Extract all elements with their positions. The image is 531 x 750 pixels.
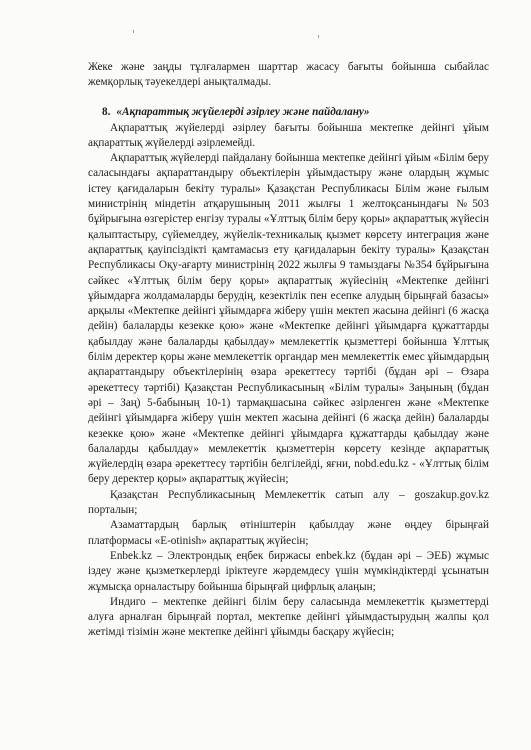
body-paragraph-6: Индиго – мектепке дейінгі білім беру саласында мемлекеттік қызметтерді алуға арналған бірыңғай портал, мектепке дейінгі ұйымдастырудың жалпы қол жетімді тізімін және мектепке дейінгі ұйымды басқару жүйесін; bbox=[88, 595, 489, 639]
body-paragraph-3: Қазақстан Республикасының Мемлекеттік сатып алу – goszakup.gov.kz порталын; bbox=[88, 488, 489, 517]
body-paragraph-5: Enbek.kz – Электрондық еңбек биржасы enbek.kz (бұдан әрі – ЭЕБ) жұмыс іздеу және қызметкерлерді іріктеуге жәрдемдесу үшін мүмкіндіктерді ұсынатын жұмысқа орналастыру бойынша бірыңғай цифрлық алаңын; bbox=[88, 549, 489, 593]
scan-speck bbox=[133, 30, 134, 33]
intro-paragraph: Жеке және заңды тұлғалармен шарттар жасасу бағыты бойынша сыбайлас жемқорлық тәуекелдері анықталмады. bbox=[88, 61, 489, 89]
scan-speck bbox=[318, 35, 319, 38]
body-paragraph-4: Азаматтардың барлық өтініштерін қабылдау және өңдеу бірыңғай платформасы «E-otinish» ақпараттық жүйесін; bbox=[88, 519, 489, 547]
section-title: «Ақпараттық жүйелерді әзірлеу және пайдалану» bbox=[116, 105, 370, 118]
section-number: 8. bbox=[102, 105, 111, 118]
section-heading bbox=[102, 105, 489, 120]
body-paragraph-2: Ақпараттық жүйелерді пайдалану бойынша мектепке дейінгі ұйым «Білім беру саласындағы ақпараттандыру объектілерін ұйымдастыру және олардың жұмыс істеу қағидаларын бекіту туралы» Қазақстан Республикасы Білім және ғылым министрінің міндетін атқарушының 2011 жылғы 1 желтоқсанындағы №503 бұйрығына өзгерістер енгізу туралы «Ұлттық білім беру қоры» ақпараттық жүйесін қалыптастыру, сүйемелдеу, жүйелік-техникалық қызмет көрсету интеграция және ақпараттық қауіпсіздікті қамтамасыз ету қағидаларын бекіту туралы» Қазақстан Республикасы Оқу-ағарту министрінің 2022 жылғы 9 тамыздағы №354 бұйрығына сәйкес «Ұлттық білім беру қоры» ақпараттық жүйесінің «Мектепке дейінгі ұйымдарға жолдамаларды берудің, кезектілік пен есепке алудың бірыңғай базасы» арқылы «Мектепке дейінгі ұйымдарға жіберу үшін мектеп жасына дейінгі (6 жасқа дейін) балаларды кезекке қою» және «Мектепке дейінгі ұйымдарға құжаттарды қабылдау және балаларды қабылдау» мемлекеттік қызметтері бойынша Ұлттық білім деректер қоры және мемлекеттік органдар мен мемлекеттік емес ұйымдардың ақпараттандыру объектілерінің өзара әрекеттесу тәртібі (бұдан әрі – Өзара әрекеттесу тәртібі) Қазақстан Республикасының «Білім туралы» Заңының (бұдан әрі – Заң) 5-бабының 10-1) тармақшасына сәйкес әзірленген және «Мектепке дейінгі ұйымдарға жіберу үшін мектеп жасына дейінгі (6 жасқа дейін) балаларды кезекке қою» және «Мектепке дейінгі ұйымдарға құжаттарды қабылдау және балаларды қабылдау» мемлекеттік қызметтерін көрсету кезінде ақпараттық жүйелердің өзара әрекеттесу тәртібін белгілейді, яғни, nobd.edu.kz - «Ұлттық білім беру деректер қоры» ақпараттық жүйесін; bbox=[88, 152, 489, 486]
body-paragraph-1: Ақпараттық жүйелерді әзірлеу бағыты бойынша мектепке дейінгі ұйым ақпараттық жүйелерді әзірлемейді. bbox=[88, 121, 489, 149]
